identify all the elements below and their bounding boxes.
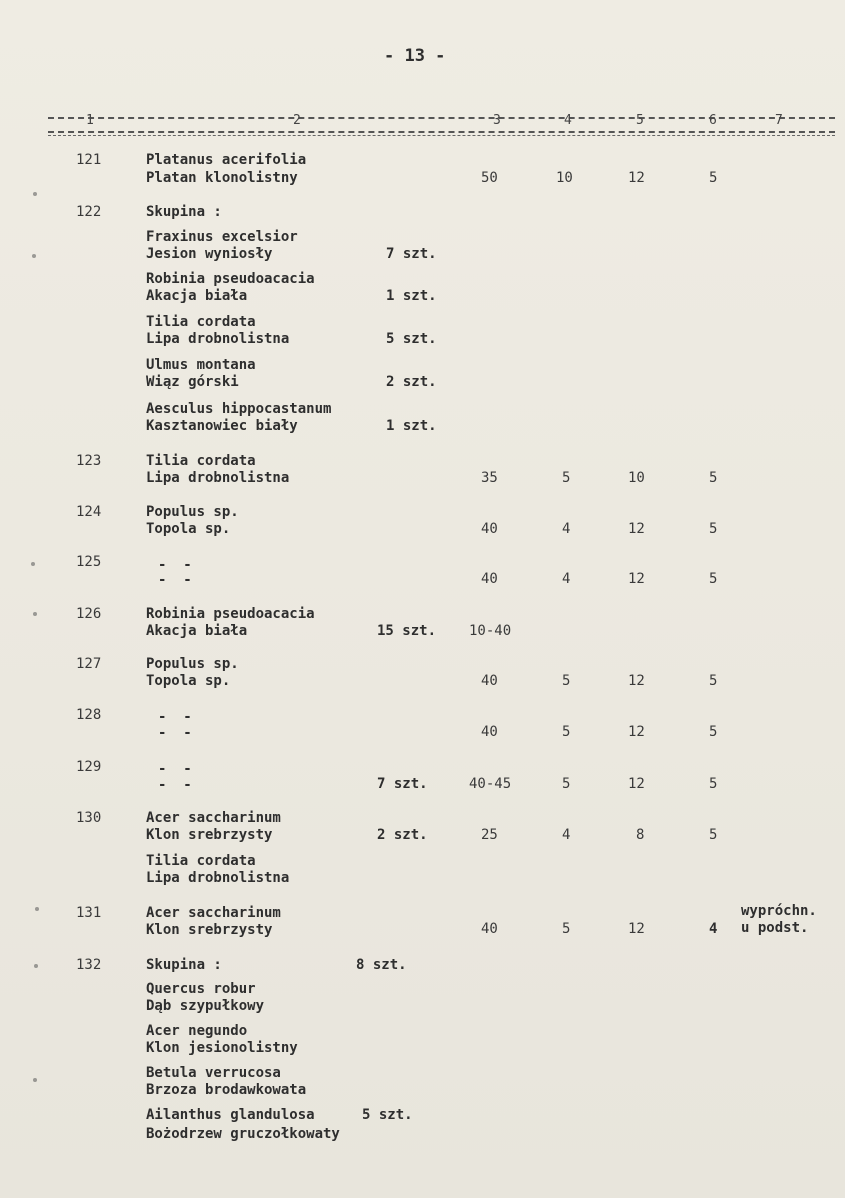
species-latin: Quercus robur [146, 981, 256, 997]
row-number: 121 [76, 152, 102, 168]
cell-col5: 12 [628, 521, 645, 537]
cell-col6: 5 [709, 724, 718, 740]
ditto-mark: - - [158, 557, 192, 573]
remark: u podst. [741, 920, 809, 936]
species-latin: Ulmus montana [146, 357, 256, 373]
species-polish: Jesion wyniosły [146, 246, 273, 262]
row-number: 126 [76, 606, 102, 622]
column-header-5: 5 [636, 113, 644, 128]
cell-col3: 40 [481, 571, 498, 587]
cell-col6: 4 [709, 921, 718, 937]
row-number: 128 [76, 707, 102, 723]
cell-col4: 5 [562, 921, 571, 937]
quantity: 1 szt. [386, 418, 437, 434]
quantity: 5 szt. [362, 1107, 413, 1123]
species-polish: Klon jesionolistny [146, 1040, 298, 1056]
species-polish: Brzoza brodawkowata [146, 1082, 307, 1098]
ditto-mark: - - [158, 572, 192, 588]
species-latin: Tilia cordata [146, 314, 256, 330]
punch-hole-mark [32, 254, 36, 258]
species-latin: Platanus acerifolia [146, 152, 307, 168]
punch-hole-mark [35, 907, 39, 911]
cell-col3: 40 [481, 673, 498, 689]
cell-col4: 4 [562, 827, 571, 843]
cell-col3: 40-45 [469, 776, 512, 792]
quantity: 2 szt. [377, 827, 428, 843]
quantity: 15 szt. [377, 623, 437, 639]
group-label: Skupina : [146, 204, 222, 220]
quantity: 1 szt. [386, 288, 437, 304]
cell-col4: 4 [562, 571, 571, 587]
species-polish: Lipa drobnolistna [146, 470, 290, 486]
cell-col4: 5 [562, 470, 571, 486]
quantity: 8 szt. [356, 957, 407, 973]
species-latin: Robinia pseudoacacia [146, 271, 315, 287]
cell-col3: 10-40 [469, 623, 512, 639]
cell-col6: 5 [709, 170, 718, 186]
ditto-mark: - - [158, 761, 192, 777]
cell-col6: 5 [709, 571, 718, 587]
species-latin: Robinia pseudoacacia [146, 606, 315, 622]
ditto-mark: - - [158, 725, 192, 741]
column-header-2: 2 [293, 113, 301, 128]
remark: wypróchn. [741, 903, 817, 919]
quantity: 5 szt. [386, 331, 437, 347]
cell-col6: 5 [709, 521, 718, 537]
ditto-mark: - - [158, 777, 192, 793]
cell-col3: 40 [481, 724, 498, 740]
row-number: 129 [76, 759, 102, 775]
species-polish: Topola sp. [146, 521, 231, 537]
row-number: 132 [76, 957, 102, 973]
cell-col5: 12 [628, 724, 645, 740]
species-latin: Acer saccharinum [146, 810, 281, 826]
species-polish: Kasztanowiec biały [146, 418, 298, 434]
cell-col5: 12 [628, 921, 645, 937]
cell-col3: 40 [481, 521, 498, 537]
quantity: 7 szt. [386, 246, 437, 262]
header-rule-top [48, 117, 835, 119]
species-polish: Bożodrzew gruczołkowaty [146, 1126, 340, 1142]
ditto-mark: - - [158, 709, 192, 725]
species-latin: Aesculus hippocastanum [146, 401, 332, 417]
cell-col5: 10 [628, 470, 645, 486]
cell-col3: 50 [481, 170, 498, 186]
cell-col6: 5 [709, 827, 718, 843]
column-header-1: 1 [86, 113, 94, 128]
punch-hole-mark [33, 1078, 37, 1082]
species-latin: Populus sp. [146, 504, 239, 520]
cell-col4: 5 [562, 776, 571, 792]
cell-col5: 12 [628, 776, 645, 792]
cell-col4: 5 [562, 724, 571, 740]
header-rule-bottom-2 [48, 135, 835, 136]
cell-col6: 5 [709, 776, 718, 792]
cell-col6: 5 [709, 470, 718, 486]
row-number: 124 [76, 504, 102, 520]
column-header-3: 3 [493, 113, 501, 128]
cell-col4: 4 [562, 521, 571, 537]
species-latin: Betula verrucosa [146, 1065, 281, 1081]
species-latin: Acer negundo [146, 1023, 248, 1039]
species-polish: Akacja biała [146, 288, 248, 304]
page-number: - 13 - [384, 46, 446, 66]
cell-col3: 35 [481, 470, 498, 486]
column-header-6: 6 [709, 113, 717, 128]
species-latin: Populus sp. [146, 656, 239, 672]
species-latin: Tilia cordata [146, 453, 256, 469]
species-polish: Akacja biała [146, 623, 248, 639]
row-number: 130 [76, 810, 102, 826]
species-polish: Klon srebrzysty [146, 827, 273, 843]
cell-col5: 8 [636, 827, 645, 843]
species-latin: Tilia cordata [146, 853, 256, 869]
species-latin: Ailanthus glandulosa [146, 1107, 315, 1123]
species-polish: Platan klonolistny [146, 170, 298, 186]
header-rule-bottom [48, 131, 835, 133]
row-number: 123 [76, 453, 102, 469]
cell-col5: 12 [628, 170, 645, 186]
row-number: 122 [76, 204, 102, 220]
punch-hole-mark [31, 562, 35, 566]
punch-hole-mark [34, 964, 38, 968]
row-number: 127 [76, 656, 102, 672]
row-number: 131 [76, 905, 102, 921]
punch-hole-mark [33, 612, 37, 616]
species-latin: Fraxinus excelsior [146, 229, 298, 245]
cell-col6: 5 [709, 673, 718, 689]
group-label: Skupina : [146, 957, 222, 973]
species-polish: Lipa drobnolistna [146, 331, 290, 347]
row-number: 125 [76, 554, 102, 570]
quantity: 2 szt. [386, 374, 437, 390]
species-polish: Wiąz górski [146, 374, 239, 390]
column-header-4: 4 [564, 113, 572, 128]
cell-col5: 12 [628, 673, 645, 689]
species-polish: Topola sp. [146, 673, 231, 689]
cell-col4: 5 [562, 673, 571, 689]
cell-col3: 25 [481, 827, 498, 843]
column-header-7: 7 [775, 113, 783, 128]
species-latin: Acer saccharinum [146, 905, 281, 921]
species-polish: Dąb szypułkowy [146, 998, 265, 1014]
cell-col5: 12 [628, 571, 645, 587]
quantity: 7 szt. [377, 776, 428, 792]
species-polish: Klon srebrzysty [146, 922, 273, 938]
punch-hole-mark [33, 192, 37, 196]
species-polish: Lipa drobnolistna [146, 870, 290, 886]
cell-col3: 40 [481, 921, 498, 937]
cell-col4: 10 [556, 170, 573, 186]
